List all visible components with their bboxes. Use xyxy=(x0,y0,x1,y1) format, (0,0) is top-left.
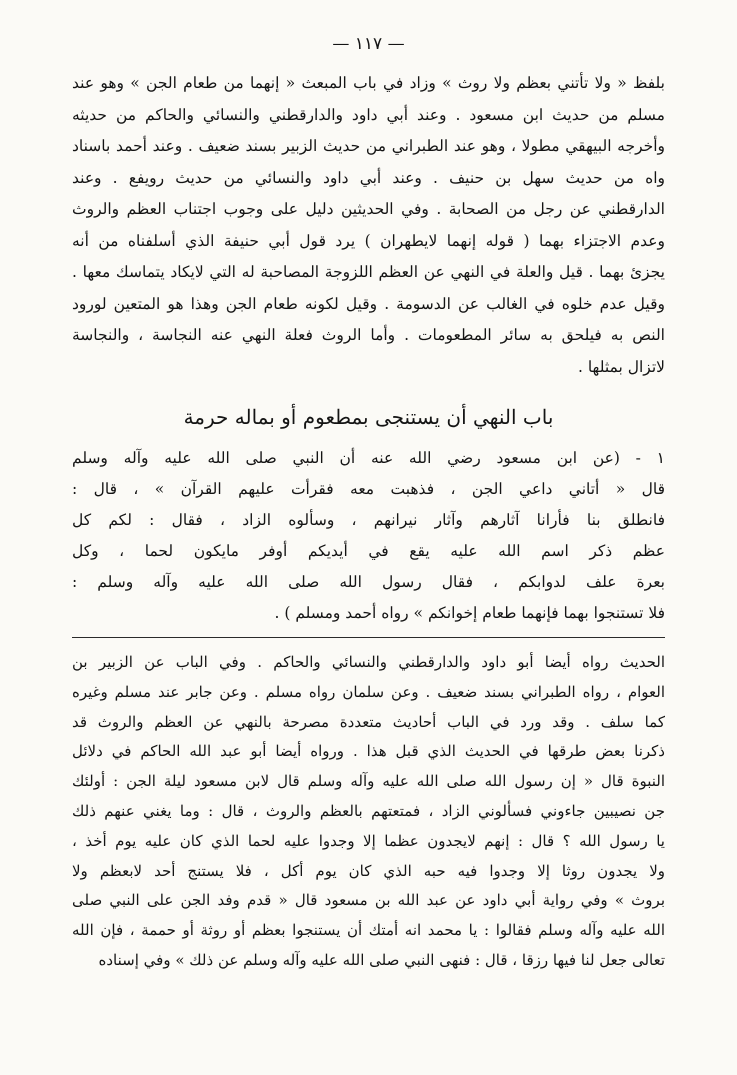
commentary-text xyxy=(72,648,665,976)
text-line: بلفظ « ولا تأتني بعظم ولا روث » وزاد في باب المبعث « إنهما من طعام الجن » وهو عند xyxy=(72,74,665,92)
hadith-line: فلا تستنجوا بهما فإنهما طعام إخوانكم » رواه أحمد ومسلم ) . xyxy=(274,604,665,622)
hadith-line: ١ - (عن ابن مسعود رضي الله عنه أن النبي صلى الله عليه وآله وسلم xyxy=(72,449,665,467)
commentary-line: النبوة قال « إن رسول الله صلى الله عليه وآله وسلم قال لابن مسعود ليلة الجن : أولئك xyxy=(72,772,665,791)
section-divider xyxy=(72,637,665,638)
commentary-line: كما سلف . وقد ورد في الباب أحاديث متعددة مصرحة بالنهي عن العظم والروث قد xyxy=(72,712,665,731)
text-line: مسلم من حديث ابن مسعود . وعند أبي داود والدارقطني والنسائي والحاكم من حديثه xyxy=(72,105,665,124)
commentary-line: الله عليه وآله وسلم فقالوا : يا محمد انه أمتك أن يستنجوا بعظم أو روثة أو حممة ، فإن الله xyxy=(72,921,665,940)
hadith-line: قال « أتاني داعي الجن ، فذهبت معه فقرأت عليهم القرآن » ، قال : xyxy=(72,480,665,498)
text-line: وعدم الاجتزاء بهما ( قوله إنهما لايطهران ) يرد قول أبي حنيفة الذي أسلفناه من أنه xyxy=(72,231,665,250)
hadith-line: عظم ذكر اسم الله عليه يقع في أيديكم أوفر مايكون لحما ، وكل xyxy=(72,542,665,560)
chapter-heading: باب النهي أن يستنجى بمطعوم أو بماله حرمة xyxy=(183,405,554,429)
paragraph-continuation xyxy=(72,68,665,383)
commentary-line: ولا يجدون روثا إلا وجدوا فيه حبه الذي كان يوم أكل ، فلا يستنج أحد لابعظم ولا xyxy=(72,861,665,880)
text-line: وقيل عدم خلوه في الغالب عن الدسومة . وقيل لكونه طعام الجن وهذا هو المتعين لورود xyxy=(72,294,665,313)
text-line: لاتزال بمثلها . xyxy=(577,357,665,376)
text-line: واه من حديث سهل بن حنيف . وعند أبي داود والنسائي من حديث رويفع . وعند xyxy=(72,168,665,187)
text-line: وأخرجه البيهقي مطولا ، وهو عند الطبراني من حديث الزبير بسند ضعيف . وعند أحمد باسناد xyxy=(72,137,665,155)
text-line: يجزئ بهما . قيل والعلة في النهي عن العظم اللزوجة المصاحبة له التي لايكاد يتماسك معها . xyxy=(72,263,665,281)
hadith-line: بعرة علف لدوابكم ، فقال رسول الله صلى الله عليه وآله وسلم : xyxy=(72,573,665,591)
text-line: الدارقطني عن رجل من الصحابة . وفي الحديثين دليل على وجوب اجتناب العظم والروث xyxy=(72,200,665,218)
commentary-line: بروث » وفي رواية أبي داود عن عبد الله بن مسعود قال « قدم وفد الجن على النبي صلى xyxy=(72,891,665,910)
commentary-line: تعالى جعل لنا فيها رزقا ، قال : فنهى النبي صلى الله عليه وآله وسلم عن ذلك » وفي إسناده xyxy=(98,950,665,969)
commentary-line: الحديث رواه أيضا أبو داود والدارقطني والنسائي والحاكم . وفي الباب عن الزبير بن xyxy=(72,653,665,671)
commentary-line: العوام ، رواه الطبراني بسند ضعيف . وعن سلمان رواه مسلم . وعن جابر عند مسلم وغيره xyxy=(72,682,665,701)
commentary-line: ذكرنا بعض طرقها في الحديث الذي قبل هذا . ورواه أيضا أبو عبد الله الحاكم في دلائل xyxy=(72,742,665,761)
text-line: النص به فيلحق به سائر المطعومات . وأما الروث فعلة النهي عنه النجاسة ، والنجاسة xyxy=(72,326,665,344)
hadith-text xyxy=(72,443,665,629)
hadith-line: فانطلق بنا فأرانا آثارهم وآثار نيرانهم ، وسألوه الزاد ، فقال : لكم كل xyxy=(72,511,665,529)
commentary-line: جن نصيبين جاءوني فسألوني الزاد ، فمتعتهم بالعظم والروث ، قال : وما يغني عنهم ذلك xyxy=(72,801,665,820)
commentary-line: يا رسول الله ؟ قال : إنهم لايجدون عظما إلا وجدوا عليه لحما الذي كان عليه يوم أخذ ، xyxy=(72,831,665,850)
page-number: — ١١٧ — xyxy=(332,34,405,54)
